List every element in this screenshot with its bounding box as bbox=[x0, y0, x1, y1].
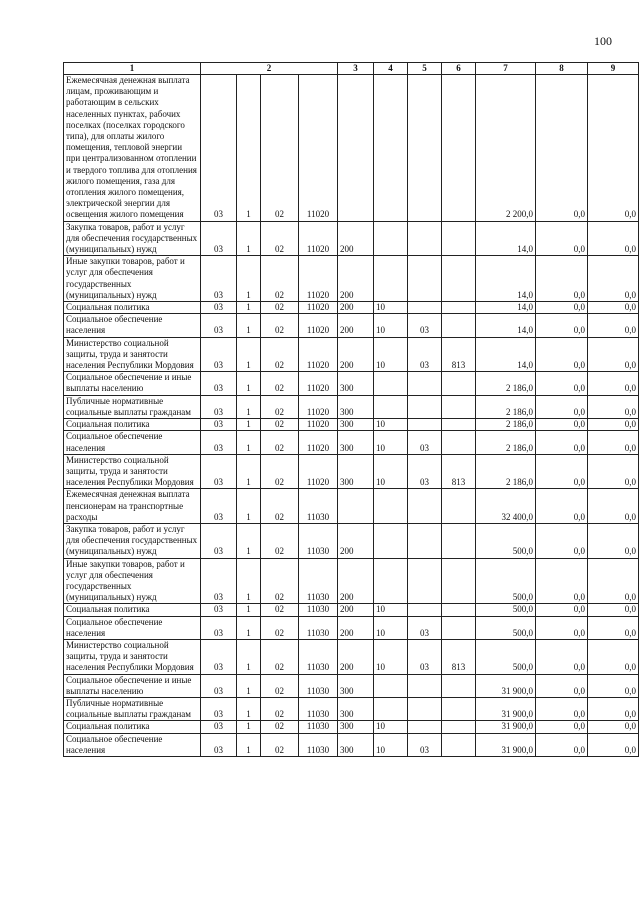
header-cell: 3 bbox=[338, 63, 374, 75]
code-cell: 11020 bbox=[299, 75, 338, 222]
code-cell: 02 bbox=[261, 604, 299, 616]
table-row bbox=[64, 431, 639, 454]
header-cell: 1 bbox=[64, 63, 201, 75]
code-cell bbox=[408, 697, 442, 720]
code-cell: 02 bbox=[261, 221, 299, 256]
code-cell: 300 bbox=[338, 419, 374, 431]
amount-cell: 31 900,0 bbox=[476, 674, 536, 697]
code-cell bbox=[374, 558, 408, 604]
amount-cell: 0,0 bbox=[536, 302, 588, 314]
code-cell: 02 bbox=[261, 558, 299, 604]
code-cell: 300 bbox=[338, 674, 374, 697]
amount-cell: 14,0 bbox=[476, 221, 536, 256]
code-cell: 03 bbox=[408, 454, 442, 489]
code-cell: 10 bbox=[374, 419, 408, 431]
amount-cell: 500,0 bbox=[476, 558, 536, 604]
code-cell: 03 bbox=[201, 674, 237, 697]
code-cell: 03 bbox=[201, 256, 237, 302]
code-cell: 03 bbox=[201, 697, 237, 720]
code-cell: 03 bbox=[201, 372, 237, 395]
name-cell: Иные закупки товаров, работ и услуг для обеспечения государственных (муниципальных) нужд bbox=[64, 256, 201, 302]
code-cell bbox=[442, 604, 476, 616]
code-cell: 10 bbox=[374, 604, 408, 616]
code-cell: 11020 bbox=[299, 302, 338, 314]
amount-cell: 0,0 bbox=[588, 721, 639, 733]
page-number: 100 bbox=[594, 34, 612, 48]
code-cell: 11020 bbox=[299, 337, 338, 372]
code-cell: 300 bbox=[338, 431, 374, 454]
code-cell bbox=[338, 489, 374, 524]
amount-cell: 0,0 bbox=[536, 221, 588, 256]
amount-cell: 0,0 bbox=[536, 419, 588, 431]
code-cell: 1 bbox=[237, 221, 261, 256]
code-cell: 02 bbox=[261, 395, 299, 418]
table-row bbox=[64, 256, 639, 302]
code-cell: 02 bbox=[261, 337, 299, 372]
code-cell: 1 bbox=[237, 372, 261, 395]
name-cell: Ежемесячная денежная выплата лицам, проживающим и работающим в сельских населенных пунктах, рабочих поселках (поселках городского типа), для оплаты жилого помещения, тепловой энергии при централизованном отоплении и твердого топлива для отопления жилого помещения, газа для отопления жилого помещения, электрической энергии для освещения жилого помещения bbox=[64, 75, 201, 222]
amount-cell: 0,0 bbox=[588, 523, 639, 558]
table-row bbox=[64, 395, 639, 418]
code-cell bbox=[374, 75, 408, 222]
code-cell bbox=[408, 302, 442, 314]
table-header-row bbox=[64, 63, 639, 75]
code-cell: 11030 bbox=[299, 489, 338, 524]
code-cell: 03 bbox=[201, 523, 237, 558]
code-cell: 200 bbox=[338, 337, 374, 372]
code-cell: 11030 bbox=[299, 616, 338, 639]
code-cell: 03 bbox=[201, 431, 237, 454]
code-cell bbox=[408, 558, 442, 604]
code-cell: 10 bbox=[374, 431, 408, 454]
code-cell bbox=[442, 431, 476, 454]
code-cell bbox=[408, 372, 442, 395]
amount-cell: 0,0 bbox=[588, 221, 639, 256]
code-cell bbox=[442, 558, 476, 604]
amount-cell: 500,0 bbox=[476, 523, 536, 558]
code-cell: 11030 bbox=[299, 721, 338, 733]
code-cell: 03 bbox=[201, 558, 237, 604]
code-cell: 813 bbox=[442, 639, 476, 674]
amount-cell: 0,0 bbox=[536, 75, 588, 222]
code-cell: 10 bbox=[374, 454, 408, 489]
name-cell: Закупка товаров, работ и услуг для обеспечения государственных (муниципальных) нужд bbox=[64, 523, 201, 558]
amount-cell: 0,0 bbox=[536, 674, 588, 697]
code-cell: 03 bbox=[201, 604, 237, 616]
table-row bbox=[64, 454, 639, 489]
amount-cell: 0,0 bbox=[588, 419, 639, 431]
code-cell bbox=[442, 75, 476, 222]
code-cell bbox=[442, 721, 476, 733]
code-cell: 02 bbox=[261, 372, 299, 395]
code-cell: 02 bbox=[261, 721, 299, 733]
code-cell bbox=[374, 697, 408, 720]
amount-cell: 0,0 bbox=[588, 616, 639, 639]
name-cell: Социальное обеспечение населения bbox=[64, 314, 201, 337]
code-cell bbox=[442, 489, 476, 524]
code-cell bbox=[408, 75, 442, 222]
amount-cell: 0,0 bbox=[588, 314, 639, 337]
code-cell: 300 bbox=[338, 454, 374, 489]
code-cell bbox=[442, 221, 476, 256]
code-cell: 1 bbox=[237, 431, 261, 454]
code-cell: 02 bbox=[261, 75, 299, 222]
name-cell: Министерство социальной защиты, труда и занятости населения Республики Мордовия bbox=[64, 337, 201, 372]
code-cell bbox=[442, 697, 476, 720]
name-cell: Социальная политика bbox=[64, 604, 201, 616]
code-cell: 1 bbox=[237, 395, 261, 418]
code-cell: 02 bbox=[261, 419, 299, 431]
amount-cell: 0,0 bbox=[588, 697, 639, 720]
code-cell: 03 bbox=[201, 733, 237, 756]
code-cell bbox=[374, 221, 408, 256]
code-cell bbox=[374, 523, 408, 558]
code-cell bbox=[442, 523, 476, 558]
amount-cell: 0,0 bbox=[536, 337, 588, 372]
amount-cell: 500,0 bbox=[476, 604, 536, 616]
code-cell: 03 bbox=[201, 639, 237, 674]
amount-cell: 0,0 bbox=[588, 733, 639, 756]
code-cell: 10 bbox=[374, 639, 408, 674]
amount-cell: 0,0 bbox=[588, 395, 639, 418]
amount-cell: 0,0 bbox=[536, 256, 588, 302]
name-cell: Социальное обеспечение населения bbox=[64, 733, 201, 756]
amount-cell: 0,0 bbox=[588, 75, 639, 222]
table-row bbox=[64, 302, 639, 314]
code-cell: 300 bbox=[338, 733, 374, 756]
budget-table bbox=[63, 62, 639, 757]
table-row bbox=[64, 337, 639, 372]
code-cell bbox=[338, 75, 374, 222]
code-cell: 03 bbox=[408, 314, 442, 337]
amount-cell: 2 200,0 bbox=[476, 75, 536, 222]
amount-cell: 0,0 bbox=[536, 558, 588, 604]
code-cell: 300 bbox=[338, 395, 374, 418]
code-cell bbox=[442, 733, 476, 756]
code-cell: 02 bbox=[261, 697, 299, 720]
header-cell: 7 bbox=[476, 63, 536, 75]
code-cell bbox=[442, 419, 476, 431]
code-cell bbox=[442, 302, 476, 314]
code-cell: 02 bbox=[261, 431, 299, 454]
name-cell: Социальная политика bbox=[64, 302, 201, 314]
name-cell: Ежемесячная денежная выплата пенсионерам на транспортные расходы bbox=[64, 489, 201, 524]
code-cell: 1 bbox=[237, 604, 261, 616]
code-cell: 11020 bbox=[299, 314, 338, 337]
amount-cell: 0,0 bbox=[536, 523, 588, 558]
name-cell: Министерство социальной защиты, труда и занятости населения Республики Мордовия bbox=[64, 639, 201, 674]
table-row bbox=[64, 604, 639, 616]
code-cell: 1 bbox=[237, 639, 261, 674]
code-cell: 10 bbox=[374, 314, 408, 337]
amount-cell: 0,0 bbox=[536, 616, 588, 639]
code-cell bbox=[442, 395, 476, 418]
amount-cell: 0,0 bbox=[536, 489, 588, 524]
amount-cell: 0,0 bbox=[588, 489, 639, 524]
code-cell: 11020 bbox=[299, 431, 338, 454]
amount-cell: 2 186,0 bbox=[476, 431, 536, 454]
code-cell: 11020 bbox=[299, 372, 338, 395]
table-row bbox=[64, 372, 639, 395]
code-cell: 03 bbox=[201, 302, 237, 314]
amount-cell: 0,0 bbox=[588, 604, 639, 616]
table-row bbox=[64, 489, 639, 524]
amount-cell: 2 186,0 bbox=[476, 395, 536, 418]
code-cell: 200 bbox=[338, 558, 374, 604]
code-cell: 1 bbox=[237, 697, 261, 720]
code-cell bbox=[408, 221, 442, 256]
code-cell bbox=[408, 523, 442, 558]
code-cell: 03 bbox=[201, 395, 237, 418]
code-cell: 1 bbox=[237, 721, 261, 733]
code-cell: 03 bbox=[201, 337, 237, 372]
code-cell: 11020 bbox=[299, 395, 338, 418]
code-cell: 200 bbox=[338, 639, 374, 674]
code-cell bbox=[442, 372, 476, 395]
code-cell: 200 bbox=[338, 314, 374, 337]
code-cell: 200 bbox=[338, 302, 374, 314]
amount-cell: 0,0 bbox=[588, 302, 639, 314]
amount-cell: 14,0 bbox=[476, 302, 536, 314]
amount-cell: 0,0 bbox=[588, 454, 639, 489]
amount-cell: 0,0 bbox=[536, 314, 588, 337]
table-row bbox=[64, 523, 639, 558]
code-cell: 1 bbox=[237, 302, 261, 314]
code-cell bbox=[442, 314, 476, 337]
code-cell: 11030 bbox=[299, 639, 338, 674]
code-cell: 03 bbox=[408, 639, 442, 674]
code-cell: 200 bbox=[338, 523, 374, 558]
code-cell: 1 bbox=[237, 674, 261, 697]
name-cell: Публичные нормативные социальные выплаты гражданам bbox=[64, 697, 201, 720]
code-cell: 200 bbox=[338, 221, 374, 256]
code-cell: 1 bbox=[237, 256, 261, 302]
code-cell: 1 bbox=[237, 314, 261, 337]
code-cell bbox=[408, 604, 442, 616]
code-cell: 11020 bbox=[299, 221, 338, 256]
name-cell: Социальное обеспечение населения bbox=[64, 616, 201, 639]
code-cell: 02 bbox=[261, 314, 299, 337]
code-cell: 10 bbox=[374, 733, 408, 756]
code-cell: 02 bbox=[261, 674, 299, 697]
code-cell: 200 bbox=[338, 256, 374, 302]
name-cell: Социальная политика bbox=[64, 721, 201, 733]
name-cell: Иные закупки товаров, работ и услуг для обеспечения государственных (муниципальных) нужд bbox=[64, 558, 201, 604]
table-body bbox=[64, 63, 639, 757]
name-cell: Публичные нормативные социальные выплаты гражданам bbox=[64, 395, 201, 418]
amount-cell: 0,0 bbox=[588, 337, 639, 372]
code-cell: 813 bbox=[442, 454, 476, 489]
code-cell: 1 bbox=[237, 616, 261, 639]
code-cell: 02 bbox=[261, 733, 299, 756]
code-cell: 02 bbox=[261, 616, 299, 639]
amount-cell: 2 186,0 bbox=[476, 419, 536, 431]
code-cell bbox=[408, 721, 442, 733]
name-cell: Социальная политика bbox=[64, 419, 201, 431]
amount-cell: 2 186,0 bbox=[476, 372, 536, 395]
code-cell: 1 bbox=[237, 558, 261, 604]
code-cell: 300 bbox=[338, 372, 374, 395]
name-cell: Министерство социальной защиты, труда и занятости населения Республики Мордовия bbox=[64, 454, 201, 489]
amount-cell: 0,0 bbox=[536, 721, 588, 733]
code-cell: 10 bbox=[374, 302, 408, 314]
amount-cell: 31 900,0 bbox=[476, 733, 536, 756]
code-cell: 1 bbox=[237, 733, 261, 756]
code-cell: 300 bbox=[338, 697, 374, 720]
code-cell: 02 bbox=[261, 256, 299, 302]
amount-cell: 0,0 bbox=[536, 733, 588, 756]
header-cell: 2 bbox=[201, 63, 338, 75]
amount-cell: 14,0 bbox=[476, 337, 536, 372]
amount-cell: 0,0 bbox=[588, 256, 639, 302]
table-row bbox=[64, 314, 639, 337]
amount-cell: 14,0 bbox=[476, 314, 536, 337]
code-cell: 1 bbox=[237, 489, 261, 524]
header-cell: 9 bbox=[588, 63, 639, 75]
amount-cell: 0,0 bbox=[588, 558, 639, 604]
name-cell: Социальное обеспечение и иные выплаты населению bbox=[64, 372, 201, 395]
code-cell bbox=[408, 395, 442, 418]
table-row bbox=[64, 221, 639, 256]
header-cell: 5 bbox=[408, 63, 442, 75]
amount-cell: 0,0 bbox=[536, 697, 588, 720]
code-cell: 03 bbox=[201, 489, 237, 524]
code-cell bbox=[408, 256, 442, 302]
code-cell: 11030 bbox=[299, 604, 338, 616]
code-cell bbox=[442, 674, 476, 697]
amount-cell: 2 186,0 bbox=[476, 454, 536, 489]
table-row bbox=[64, 674, 639, 697]
table-row bbox=[64, 697, 639, 720]
code-cell: 03 bbox=[408, 431, 442, 454]
table-row bbox=[64, 721, 639, 733]
table-row bbox=[64, 75, 639, 222]
amount-cell: 0,0 bbox=[536, 454, 588, 489]
code-cell: 03 bbox=[201, 221, 237, 256]
code-cell: 200 bbox=[338, 604, 374, 616]
code-cell: 11030 bbox=[299, 523, 338, 558]
name-cell: Социальное обеспечение населения bbox=[64, 431, 201, 454]
code-cell: 300 bbox=[338, 721, 374, 733]
code-cell bbox=[442, 616, 476, 639]
code-cell: 03 bbox=[201, 419, 237, 431]
amount-cell: 0,0 bbox=[536, 372, 588, 395]
code-cell: 1 bbox=[237, 337, 261, 372]
code-cell bbox=[374, 489, 408, 524]
code-cell bbox=[408, 419, 442, 431]
code-cell: 03 bbox=[408, 733, 442, 756]
header-cell: 6 bbox=[442, 63, 476, 75]
amount-cell: 32 400,0 bbox=[476, 489, 536, 524]
code-cell: 03 bbox=[408, 616, 442, 639]
header-cell: 4 bbox=[374, 63, 408, 75]
code-cell: 03 bbox=[201, 616, 237, 639]
amount-cell: 0,0 bbox=[536, 639, 588, 674]
code-cell: 1 bbox=[237, 75, 261, 222]
amount-cell: 0,0 bbox=[588, 639, 639, 674]
name-cell: Социальное обеспечение и иные выплаты населению bbox=[64, 674, 201, 697]
amount-cell: 0,0 bbox=[536, 431, 588, 454]
code-cell: 03 bbox=[201, 314, 237, 337]
code-cell: 03 bbox=[201, 75, 237, 222]
code-cell: 10 bbox=[374, 616, 408, 639]
amount-cell: 0,0 bbox=[536, 395, 588, 418]
amount-cell: 0,0 bbox=[536, 604, 588, 616]
table-row bbox=[64, 733, 639, 756]
code-cell: 02 bbox=[261, 302, 299, 314]
code-cell: 11030 bbox=[299, 558, 338, 604]
code-cell: 02 bbox=[261, 489, 299, 524]
code-cell: 02 bbox=[261, 454, 299, 489]
code-cell: 03 bbox=[201, 454, 237, 489]
code-cell: 11020 bbox=[299, 256, 338, 302]
code-cell: 11030 bbox=[299, 697, 338, 720]
code-cell bbox=[442, 256, 476, 302]
amount-cell: 14,0 bbox=[476, 256, 536, 302]
header-cell: 8 bbox=[536, 63, 588, 75]
code-cell: 1 bbox=[237, 523, 261, 558]
code-cell: 10 bbox=[374, 721, 408, 733]
code-cell bbox=[374, 395, 408, 418]
code-cell: 813 bbox=[442, 337, 476, 372]
name-cell: Закупка товаров, работ и услуг для обеспечения государственных (муниципальных) нужд bbox=[64, 221, 201, 256]
code-cell: 11030 bbox=[299, 674, 338, 697]
table-row bbox=[64, 616, 639, 639]
code-cell bbox=[408, 674, 442, 697]
code-cell: 200 bbox=[338, 616, 374, 639]
code-cell: 1 bbox=[237, 454, 261, 489]
code-cell bbox=[374, 674, 408, 697]
code-cell: 03 bbox=[201, 721, 237, 733]
code-cell: 11030 bbox=[299, 733, 338, 756]
amount-cell: 0,0 bbox=[588, 674, 639, 697]
code-cell: 1 bbox=[237, 419, 261, 431]
code-cell: 02 bbox=[261, 523, 299, 558]
amount-cell: 0,0 bbox=[588, 372, 639, 395]
table-row bbox=[64, 419, 639, 431]
code-cell: 10 bbox=[374, 337, 408, 372]
code-cell bbox=[408, 489, 442, 524]
amount-cell: 500,0 bbox=[476, 616, 536, 639]
code-cell: 02 bbox=[261, 639, 299, 674]
table-row bbox=[64, 639, 639, 674]
code-cell: 03 bbox=[408, 337, 442, 372]
code-cell bbox=[374, 372, 408, 395]
amount-cell: 500,0 bbox=[476, 639, 536, 674]
code-cell: 11020 bbox=[299, 454, 338, 489]
amount-cell: 0,0 bbox=[588, 431, 639, 454]
amount-cell: 31 900,0 bbox=[476, 697, 536, 720]
code-cell bbox=[374, 256, 408, 302]
amount-cell: 31 900,0 bbox=[476, 721, 536, 733]
code-cell: 11020 bbox=[299, 419, 338, 431]
table-row bbox=[64, 558, 639, 604]
